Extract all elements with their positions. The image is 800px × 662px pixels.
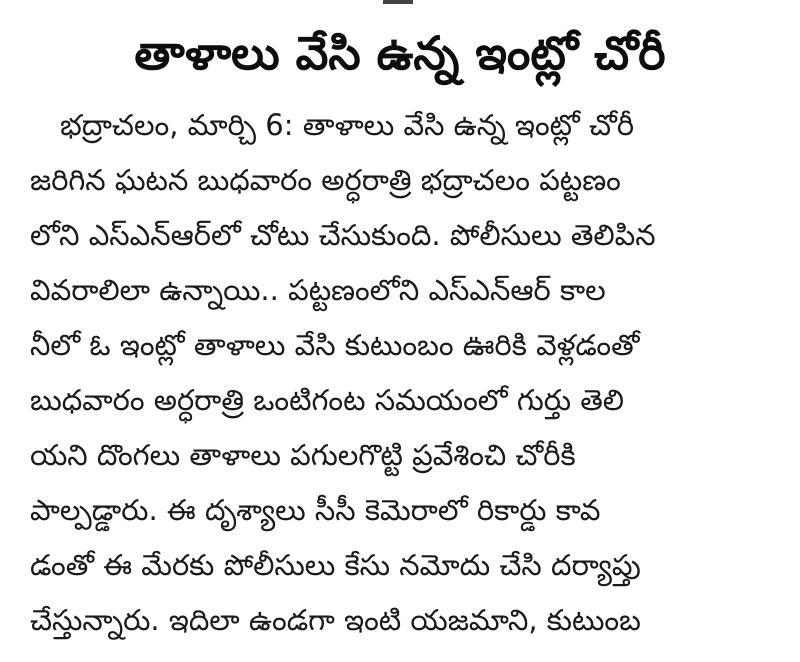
article-line: వివరాలిలా ఉన్నాయి.. పట్టణంలోని ఎస్‌ఎన్‌ఆర్ కాల bbox=[30, 273, 606, 307]
article-body bbox=[30, 98, 780, 648]
top-edge-fragment bbox=[383, 0, 413, 4]
article-line: యని దొంగలు తాళాలు పగులగొట్టి ప్రవేశించి చోరీకి bbox=[30, 438, 576, 472]
article-line: నీలో ఓ ఇంట్లో తాళాలు వేసి కుటుంబం ఊరికి వెళ్లడంతో bbox=[30, 328, 640, 362]
article-line: జరిగిన ఘటన బుధవారం అర్ధరాత్రి భద్రాచలం పట్టణం bbox=[30, 163, 621, 197]
article-line: బుధవారం అర్ధరాత్రి ఒంటిగంట సమయంలో గుర్తు తెలి bbox=[30, 383, 625, 417]
article-headline: తాళాలు వేసి ఉన్న ఇంట్లో చోరీ bbox=[134, 26, 666, 80]
article-line: భద్రాచలం, మార్చి 6: తాళాలు వేసి ఉన్న ఇంట్లో చోరీ bbox=[60, 108, 635, 142]
article-line: పాల్పడ్డారు. ఈ దృశ్యాలు సీసీ కెమెరాలో రికార్డు కావ bbox=[30, 493, 601, 527]
article-line: లోని ఎస్‌ఎన్‌ఆర్‌లో చోటు చేసుకుంది. పోలీసులు తెలిపిన bbox=[30, 218, 656, 252]
article-line: చేస్తున్నారు. ఇదిలా ఉండగా ఇంటి యజమాని, కుటుంబ bbox=[30, 603, 641, 637]
article-line: డంతో ఈ మేరకు పోలీసులు కేసు నమోదు చేసి దర్యాప్తు bbox=[30, 548, 641, 582]
